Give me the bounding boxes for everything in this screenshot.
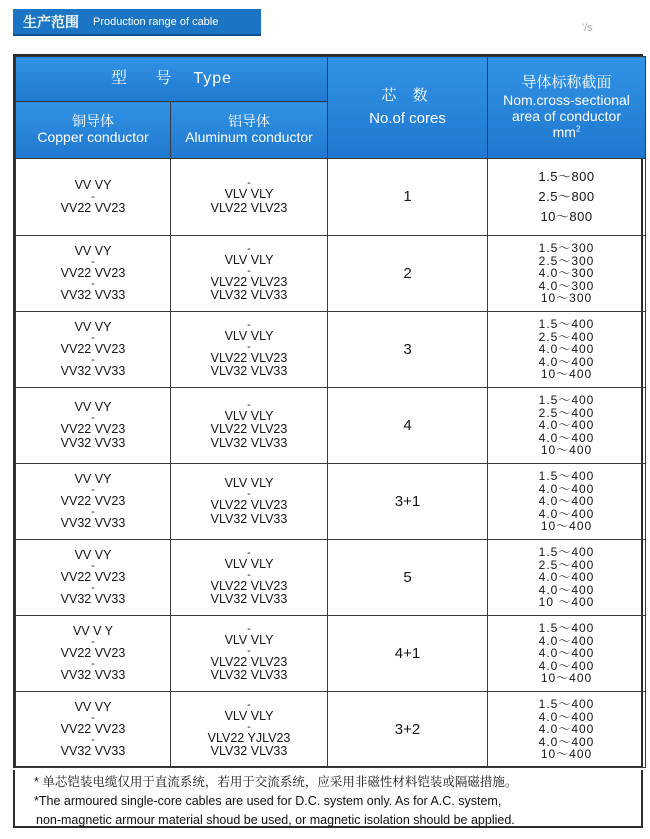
cross-section-cell-line: 1.5～800 [538,168,595,184]
cores-cell: 4 [328,388,488,464]
copper-types-cell-line: VV32 VV33 [60,435,126,450]
footnote-en-2: non-magnetic armour material shoud be used, or magnetic isolation should be applied. [36,813,515,827]
cross-section-cell-line: 4.0～400 [538,734,595,749]
copper-types-cell [16,388,171,464]
cores-cell: 5 [328,540,488,616]
aluminum-types-cell-line: - [247,644,251,657]
cross-section-cell-line: 10～400 [540,367,593,382]
section-title-en: Production range of cable [93,15,219,28]
copper-types-cell-line: VV22 VV23 [60,200,126,215]
aluminum-types-cell-line: - [247,264,251,277]
aluminum-types-cell-line: VLV VLY [224,708,274,723]
aluminum-types-cell [171,236,328,312]
footnote-cn: * 单芯铠装电缆仅用于直流系统，若用于交流系统，应采用非磁性材料铠装或隔磁措施。 [34,775,518,789]
cross-section-cell-line: 4.0～300 [538,266,595,281]
aluminum-types-cell-line: - [247,318,251,331]
cross-section-cell-line: 4.0～400 [538,354,595,369]
aluminum-types-cell-line: VLV32 VLV33 [210,511,288,526]
aluminum-types-cell-line: VLV22 VLV23 [210,422,288,437]
cross-section-cell-line: 4.0～400 [538,418,595,433]
copper-types-cell-line: - [91,331,95,344]
cross-section-cell-line: 1.5～400 [538,697,595,712]
copper-types-cell-line: VV22 VV23 [60,645,126,660]
aluminum-types-cell-line: - [247,568,251,581]
copper-types-cell-line: - [91,658,95,671]
cores-cell: 1 [328,159,488,236]
copper-types-cell-line: - [91,711,95,724]
copper-types-cell-line: VV VY [74,699,112,714]
aluminum-types-cell [171,616,328,692]
copper-types-cell-line: - [91,412,95,425]
aluminum-types-cell [171,464,328,540]
copper-types-cell-line: VV22 VV23 [60,422,126,437]
cross-section-cell-line: 1.5～300 [538,241,595,256]
aluminum-types-cell-line: VLV VLY [224,252,274,267]
aluminum-types-cell-line: VLV22 VLV23 [210,654,288,669]
aluminum-types-cell-line: VLV22 VLV23 [210,274,288,289]
cross-section-cell-line: 4.0～400 [538,430,595,445]
aluminum-types-cell [171,159,328,236]
aluminum-types-cell-line: VLV32 VLV33 [210,435,288,450]
corner-mark: '/s [582,22,593,34]
cross-section-cell-line: 4.0～400 [538,582,595,597]
copper-types-cell-line: - [91,483,95,496]
copper-types-cell-line: VV22 VV23 [60,341,126,356]
aluminum-types-cell-line: VLV32 VLV33 [210,288,288,303]
copper-types-cell-line: VV V Y [72,623,114,638]
cross-section-cell [488,236,646,312]
footnote-en-1: *The armoured single-core cables are used for D.C. system only. As for A.C. system, [34,794,502,808]
copper-types-cell-line: - [91,635,95,648]
aluminum-types-cell-line: VLV32 VLV33 [210,668,288,683]
aluminum-types-cell-line: VLV22 YJLV23 [207,730,291,745]
cross-section-cell-line: 4.0～400 [538,658,595,673]
aluminum-types-cell-line: - [247,177,251,190]
copper-types-cell [16,692,171,768]
aluminum-types-cell-line: VLV VLY [224,476,274,491]
cross-section-cell [488,312,646,388]
aluminum-types-cell-line: VLV32 VLV33 [210,744,288,759]
cross-section-cell-line: 4.0～400 [538,646,595,661]
cross-section-cell-line: 4.0～400 [538,722,595,737]
copper-types-cell-line: VV22 VV23 [60,569,126,584]
cross-section-cell-line: 10～300 [540,291,593,306]
cross-section-cell-line: 2.5～800 [538,188,595,204]
cross-section-cell-line: 10～400 [540,747,593,762]
cross-section-cell-line: 4.0～400 [538,506,595,521]
copper-types-cell-line: - [91,255,95,268]
cross-section-cell-line: 1.5～400 [538,621,595,636]
aluminum-types-cell-line: - [247,698,251,711]
table-row [16,616,646,692]
aluminum-types-cell-line: - [247,622,251,635]
table-row [16,464,646,540]
aluminum-types-cell-line: - [247,242,251,255]
copper-types-cell-line: VV VY [74,471,112,486]
copper-types-cell [16,236,171,312]
aluminum-types-cell-line: - [247,720,251,733]
cross-section-cell-line: 1.5～400 [538,317,595,332]
cross-section-cell-line: 4.0～400 [538,494,595,509]
copper-types-cell [16,464,171,540]
aluminum-types-cell [171,388,328,464]
cross-section-cell-line: 2.5～400 [538,557,595,572]
aluminum-types-cell [171,312,328,388]
copper-types-cell [16,540,171,616]
cross-section-cell-line: 4.0～400 [538,570,595,585]
table-body [16,159,646,768]
header-type: 型 号 Type [16,57,328,102]
cores-cell: 3+2 [328,692,488,768]
cores-cell: 2 [328,236,488,312]
cross-section-cell [488,159,646,236]
table-row [16,159,646,236]
aluminum-types-cell-line: VLV VLY [224,187,274,202]
cross-section-cell [488,464,646,540]
cores-cell: 3 [328,312,488,388]
copper-types-cell-line: VV22 VV23 [60,265,126,280]
production-range-table [13,54,643,768]
aluminum-types-cell-line: VLV22 VLV23 [210,498,288,513]
copper-types-cell-line: - [91,190,95,203]
cross-section-cell-line: 2.5～400 [538,405,595,420]
cross-section-cell-line: 1.5～400 [538,393,595,408]
cross-section-cell-line: 4.0～400 [538,633,595,648]
table-row [16,312,646,388]
aluminum-types-cell-line: VLV22 VLV23 [210,200,288,215]
copper-types-cell-line: VV VY [74,547,112,562]
cross-section-cell-line: 4.0～300 [538,278,595,293]
copper-types-cell-line: VV32 VV33 [60,288,126,303]
cross-section-cell-line: 1.5～400 [538,545,595,560]
aluminum-types-cell-line: VLV VLY [224,632,274,647]
copper-types-cell-line: - [91,582,95,595]
cross-section-cell [488,388,646,464]
header-copper: 铜导体 Copper conductor [16,102,171,159]
copper-types-cell-line: VV32 VV33 [60,668,126,683]
header-aluminum: 铝导体 Aluminum conductor [171,102,328,159]
copper-types-cell-line: VV VY [74,178,112,193]
copper-types-cell [16,616,171,692]
copper-types-cell-line: VV22 VV23 [60,721,126,736]
copper-types-cell-line: VV VY [74,319,112,334]
copper-types-cell-line: VV32 VV33 [60,592,126,607]
cores-cell: 3+1 [328,464,488,540]
copper-types-cell-line: - [91,506,95,519]
cross-section-cell-line: 4.0～400 [538,709,595,724]
aluminum-types-cell-line: VLV22 VLV23 [210,578,288,593]
cross-section-cell-line: 2.5～400 [538,329,595,344]
aluminum-types-cell-line: VLV32 VLV33 [210,364,288,379]
copper-types-cell-line: - [91,354,95,367]
copper-types-cell-line: VV VY [74,400,112,415]
copper-types-cell-line: - [91,559,95,572]
aluminum-types-cell-line: VLV22 VLV23 [210,350,288,365]
section-title-bar [13,9,261,36]
copper-types-cell-line: VV32 VV33 [60,364,126,379]
copper-types-cell [16,159,171,236]
cross-section-cell-line: 10～400 [540,519,593,534]
aluminum-types-cell-line: VLV32 VLV33 [210,592,288,607]
copper-types-cell-line: VV32 VV33 [60,516,126,531]
cross-section-cell-line: 10～800 [540,209,593,225]
cross-section-cell-line: 10～400 [540,671,593,686]
header-cross-section: 导体标称截面 Nom.cross-sectional area of conductor $mm^2$ [488,57,646,159]
cross-section-cell-line: 10～400 [540,443,593,458]
table-row [16,388,646,464]
copper-types-cell-line: VV22 VV23 [60,493,126,508]
copper-types-cell-line: VV32 VV33 [60,744,126,759]
aluminum-types-cell-line: - [247,488,251,501]
cross-section-cell-line: 10 ～400 [538,595,595,610]
cores-cell: 4+1 [328,616,488,692]
cross-section-cell-line: 4.0～400 [538,342,595,357]
copper-types-cell [16,312,171,388]
copper-types-cell-line: - [91,278,95,291]
aluminum-types-cell-line: VLV VLY [224,328,274,343]
copper-types-cell-line: VV VY [74,243,112,258]
cross-section-cell [488,692,646,768]
cross-section-cell-line: 2.5～300 [538,253,595,268]
aluminum-types-cell-line: VLV VLY [224,409,274,424]
aluminum-types-cell [171,692,328,768]
aluminum-types-cell-line: - [247,546,251,559]
footnotes [13,770,643,828]
cross-section-cell [488,540,646,616]
copper-types-cell-line: - [91,734,95,747]
table-row [16,692,646,768]
aluminum-types-cell-line: - [247,340,251,353]
section-title-cn: 生产范围 [23,13,79,30]
cross-section-cell [488,616,646,692]
table-row [16,540,646,616]
header-cores: 芯 数 No.of cores [328,57,488,159]
aluminum-types-cell [171,540,328,616]
cross-section-cell-line: 4.0～400 [538,481,595,496]
table-row [16,236,646,312]
aluminum-types-cell-line: VLV VLY [224,556,274,571]
cross-section-cell-line: 1.5～400 [538,469,595,484]
aluminum-types-cell-line: - [247,399,251,412]
